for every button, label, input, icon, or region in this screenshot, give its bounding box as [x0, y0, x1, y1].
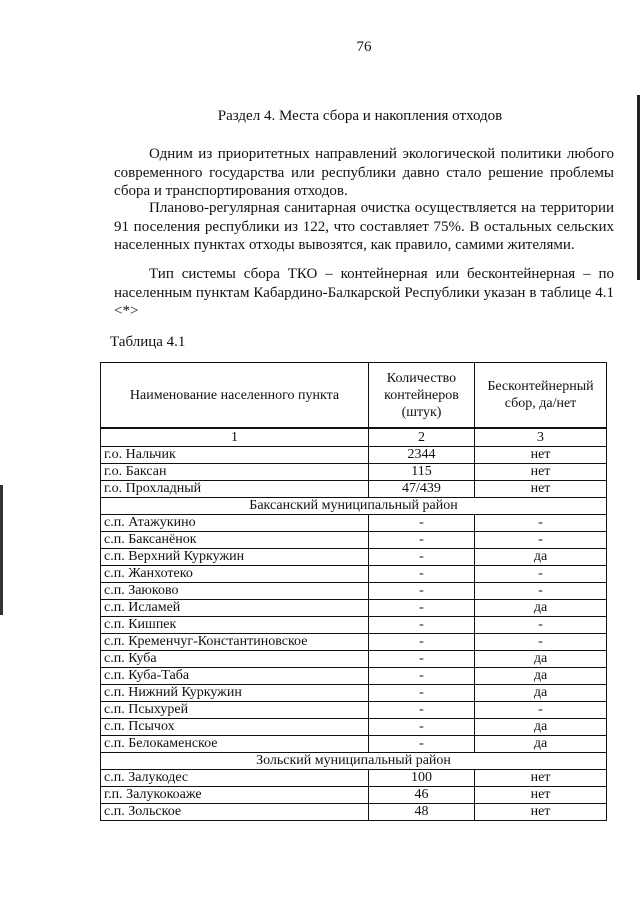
settlement-name: г.о. Прохладный — [101, 481, 369, 498]
table-row — [101, 685, 607, 702]
waste-collection-table — [100, 362, 607, 821]
table-row — [101, 668, 607, 685]
settlement-name: с.п. Залукодес — [101, 770, 369, 787]
paragraph-intro: Одним из приоритетных направлений экологической политики любого современного государства или республики давно стало решение проблемы сбора и транспортирования отходов. — [114, 146, 614, 199]
settlement-name: с.п. Псычох — [101, 719, 369, 736]
containerless-flag: нет — [475, 770, 607, 787]
paragraph-table-reference: Тип системы сбора ТКО – контейнерная или бесконтейнерная – по населенным пунктам Кабардино-Балкарской Республики указан в таблице 4.1 <*> — [114, 266, 614, 319]
container-count: 100 — [369, 770, 475, 787]
table-row — [101, 583, 607, 600]
table-row — [101, 804, 607, 821]
container-count: 46 — [369, 787, 475, 804]
containerless-flag: - — [475, 702, 607, 719]
settlement-name: с.п. Кишпек — [101, 617, 369, 634]
section-title: Раздел 4. Места сбора и накопления отходов — [217, 108, 503, 124]
containerless-flag: - — [475, 515, 607, 532]
containerless-flag: - — [475, 634, 607, 651]
settlement-name: с.п. Зольское — [101, 804, 369, 821]
container-count: - — [369, 532, 475, 549]
containerless-flag: нет — [475, 464, 607, 481]
table-row — [101, 736, 607, 753]
container-count: - — [369, 702, 475, 719]
containerless-flag: нет — [475, 804, 607, 821]
table-row — [101, 566, 607, 583]
settlement-name: с.п. Псыхурей — [101, 702, 369, 719]
settlement-name: с.п. Заюково — [101, 583, 369, 600]
scan-edge-mark-left — [0, 485, 3, 615]
containerless-flag: нет — [475, 481, 607, 498]
container-count: - — [369, 719, 475, 736]
containerless-flag: - — [475, 617, 607, 634]
containerless-flag: - — [475, 566, 607, 583]
table-row — [101, 464, 607, 481]
container-count: - — [369, 617, 475, 634]
containerless-flag: нет — [475, 447, 607, 464]
settlement-name: с.п. Жанхотеко — [101, 566, 369, 583]
district-title-zolsky: Зольский муниципальный район — [101, 753, 607, 770]
settlement-name: с.п. Кременчуг-Константиновское — [101, 634, 369, 651]
settlement-name: с.п. Нижний Куркужин — [101, 685, 369, 702]
settlement-name: г.п. Залукокоаже — [101, 787, 369, 804]
table-row — [101, 515, 607, 532]
settlement-name: с.п. Куба-Таба — [101, 668, 369, 685]
container-count: 115 — [369, 464, 475, 481]
container-count: 48 — [369, 804, 475, 821]
settlement-name: с.п. Исламей — [101, 600, 369, 617]
paragraph-coverage: Планово-регулярная санитарная очистка осуществляется на территории 91 поселения республики из 122, что составляет 75%. В остальных сельских населенных пунктах отходы вывозятся, как правило, самими жителями. — [114, 200, 614, 253]
containerless-flag: да — [475, 600, 607, 617]
container-count: - — [369, 668, 475, 685]
page-number: 76 — [356, 39, 372, 55]
table-row — [101, 549, 607, 566]
container-count: 47/439 — [369, 481, 475, 498]
settlement-name: г.о. Баксан — [101, 464, 369, 481]
containerless-flag: да — [475, 736, 607, 753]
column-number: 2 — [369, 428, 475, 447]
settlement-name: с.п. Белокаменское — [101, 736, 369, 753]
table-row — [101, 702, 607, 719]
container-count: - — [369, 600, 475, 617]
containerless-flag: да — [475, 651, 607, 668]
table-row — [101, 447, 607, 464]
table-row — [101, 787, 607, 804]
district-title-baksan: Баксанский муниципальный район — [101, 498, 607, 515]
column-number: 1 — [101, 428, 369, 447]
table-row — [101, 719, 607, 736]
settlement-name: с.п. Куба — [101, 651, 369, 668]
settlement-name: с.п. Атажукино — [101, 515, 369, 532]
table-header-row — [101, 363, 607, 429]
containerless-flag: да — [475, 549, 607, 566]
container-count: - — [369, 583, 475, 600]
settlement-name: с.п. Баксанёнок — [101, 532, 369, 549]
header-settlement-name: Наименование населенного пункта — [101, 363, 369, 429]
container-count: - — [369, 566, 475, 583]
containerless-flag: нет — [475, 787, 607, 804]
settlement-name: с.п. Верхний Куркужин — [101, 549, 369, 566]
table-row — [101, 770, 607, 787]
container-count: - — [369, 685, 475, 702]
container-count: - — [369, 651, 475, 668]
header-containerless: Бесконтейнерный сбор, да/нет — [475, 363, 607, 429]
containerless-flag: да — [475, 668, 607, 685]
containerless-flag: - — [475, 583, 607, 600]
table-row — [101, 532, 607, 549]
container-count: 2344 — [369, 447, 475, 464]
table-caption: Таблица 4.1 — [110, 334, 186, 350]
district-row — [101, 753, 607, 770]
table-row — [101, 481, 607, 498]
table-row — [101, 600, 607, 617]
header-container-count: Количество контейнеров (штук) — [369, 363, 475, 429]
container-count: - — [369, 634, 475, 651]
containerless-flag: - — [475, 532, 607, 549]
column-number-row — [101, 428, 607, 447]
column-number: 3 — [475, 428, 607, 447]
container-count: - — [369, 549, 475, 566]
settlement-name: г.о. Нальчик — [101, 447, 369, 464]
container-count: - — [369, 736, 475, 753]
table-row — [101, 651, 607, 668]
table-row — [101, 617, 607, 634]
district-row — [101, 498, 607, 515]
containerless-flag: да — [475, 719, 607, 736]
container-count: - — [369, 515, 475, 532]
table-row — [101, 634, 607, 651]
containerless-flag: да — [475, 685, 607, 702]
